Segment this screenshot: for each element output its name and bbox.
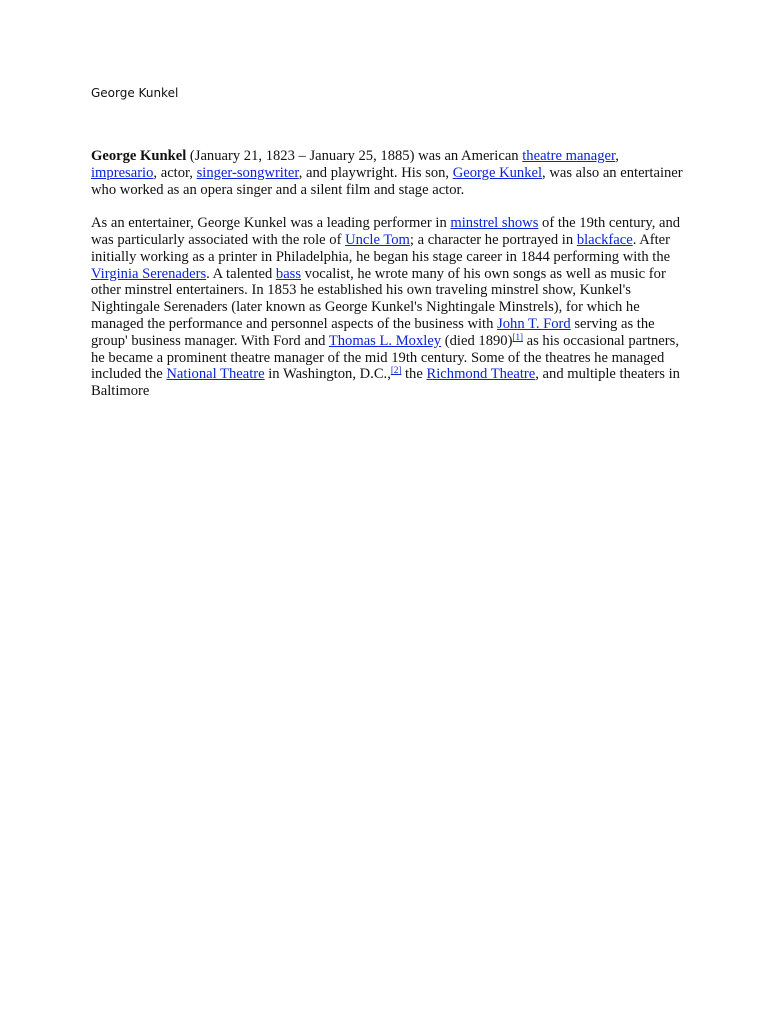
text-span: , and playwright. His son, <box>298 164 453 181</box>
text-span: As an entertainer, George Kunkel was a leading performer in <box>91 215 451 232</box>
text-span: , and multiple theaters in Baltimore <box>91 366 680 400</box>
article-body <box>91 148 683 417</box>
link-bass[interactable]: bass <box>275 265 302 282</box>
link-impresario[interactable]: impresario <box>91 164 154 181</box>
link-uncle-tom[interactable]: Uncle Tom <box>345 231 410 248</box>
text-span: vocalist, he wrote many of his own songs as well as music for other minstrel entertainers. In 1853 he established his own traveling minstrel show, Kunkel's Nightingale Serenaders (later known as George Kunkel's Nightingale Minstrels), for which he managed the performance and personnel aspects of the business with <box>91 265 666 332</box>
link-singer-songwriter[interactable]: singer-songwriter <box>196 164 299 181</box>
text-span: the <box>401 366 427 383</box>
link-minstrel-shows[interactable]: minstrel shows <box>450 215 539 232</box>
text-span: in Washington, D.C., <box>264 366 391 383</box>
reference-1-link[interactable]: [1] <box>512 331 523 342</box>
text-span: , was also an entertainer who worked as an opera singer and a silent film and stage actor. <box>91 164 683 198</box>
text-span: as his occasional partners, he became a prominent theatre manager of the mid 19th century. Some of the theatres he managed included the <box>91 332 679 383</box>
reference-2-link[interactable]: [2] <box>390 365 402 376</box>
link-blackface[interactable]: blackface <box>576 231 633 248</box>
link-richmond-theatre[interactable]: Richmond Theatre <box>426 366 536 383</box>
link-george-kunkel[interactable]: George Kunkel <box>452 164 543 181</box>
link-thomas-l-moxley[interactable]: Thomas L. Moxley <box>328 332 442 349</box>
page-header-title: George Kunkel <box>91 86 179 100</box>
link-john-t-ford[interactable]: John T. Ford <box>497 315 571 332</box>
text-span: serving as the group' business manager. With Ford and <box>91 315 655 349</box>
link-virginia-serenaders[interactable]: Virginia Serenaders <box>91 265 207 282</box>
text-span: , actor, <box>153 164 197 181</box>
text-span: (died 1890) <box>441 332 513 349</box>
link-theatre-manager[interactable]: theatre manager <box>522 148 616 164</box>
text-span: . A talented <box>206 265 276 282</box>
paragraph-career <box>91 215 683 400</box>
link-national-theatre[interactable]: National Theatre <box>166 366 265 383</box>
text-span: , <box>615 148 619 164</box>
article-subject: George Kunkel <box>91 148 187 164</box>
text-span: . After initially working as a printer in Philadelphia, he began his stage career in 1844 performing with the <box>91 231 671 265</box>
text-span: ; a character he portrayed in <box>409 231 577 248</box>
paragraph-intro <box>91 148 683 198</box>
text-span: of the 19th century, and was particularly associated with the role of <box>91 215 681 248</box>
text-span: (January 21, 1823 – January 25, 1885) was an American <box>186 148 523 164</box>
